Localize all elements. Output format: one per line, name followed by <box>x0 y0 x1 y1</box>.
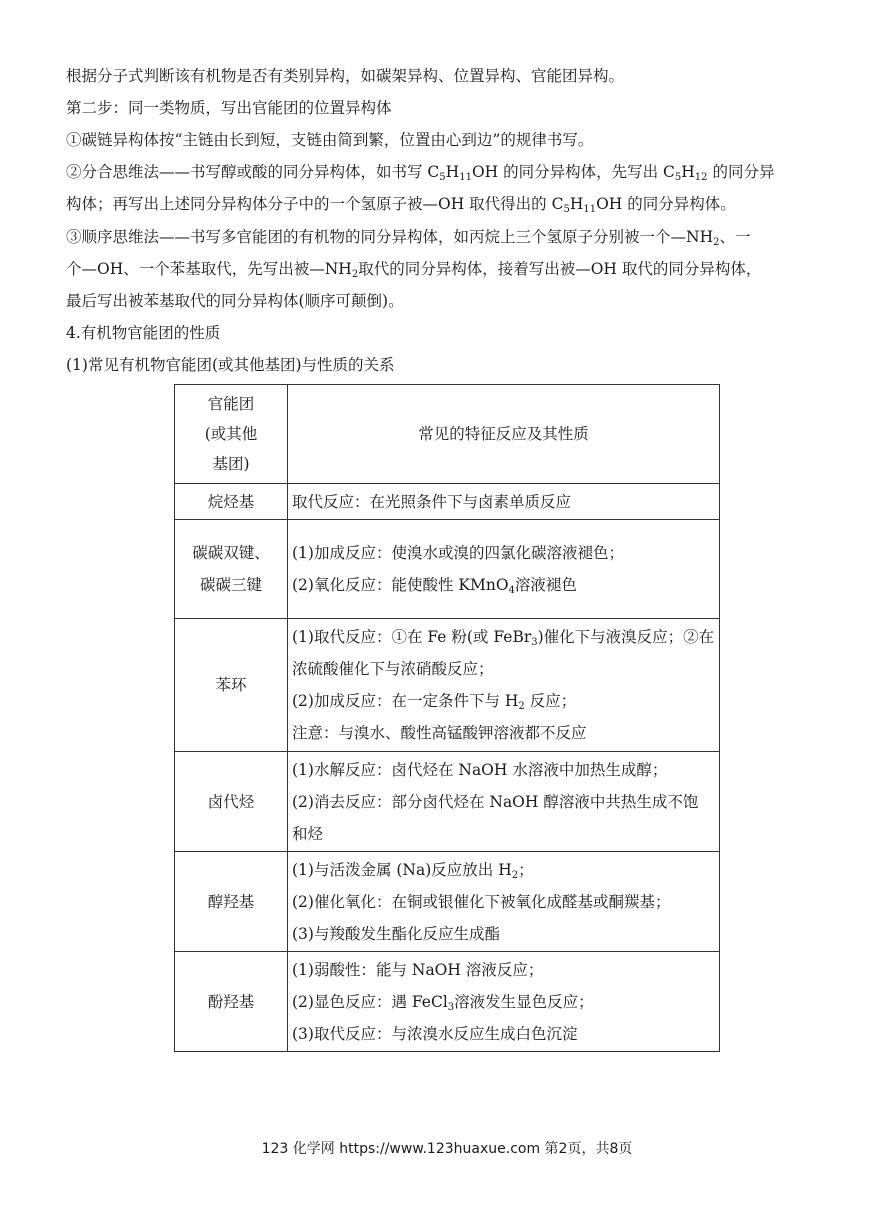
paragraph-2: 第二步：同一类物质，写出官能团的位置异构体 <box>66 99 392 117</box>
group-name: 醇羟基 <box>175 852 288 952</box>
properties-table <box>174 384 720 1052</box>
reaction-cell: (1)取代反应：①在 Fe 粉(或 FeBr$_3$)催化下与液溴反应；②在 浓硫酸催化下与浓硝酸反应； (2)加成反应：在一定条件下与 $H_2$ 反应； 注意：与溴水、酸性高锰酸钾溶液都不反应 <box>288 619 720 752</box>
page-footer: 123 化学网 https://www.123huaxue.com 第2页，共8页 <box>261 1141 633 1157</box>
group-name: 卤代烃 <box>175 752 288 852</box>
paragraph-8: 最后写出被苯基取代的同分异构体(顺序可颠倒)。 <box>66 292 404 310</box>
header-group-cell <box>175 385 288 484</box>
table-row <box>175 619 720 752</box>
table-caption: (1)常见有机物官能团(或其他基团)与性质的关系 <box>66 356 395 374</box>
table-row <box>175 752 720 852</box>
section-heading: 4.有机物官能团的性质 <box>66 324 221 342</box>
table-header-row <box>175 385 720 484</box>
reaction-cell: 取代反应：在光照条件下与卤素单质反应 <box>288 484 720 520</box>
table-row <box>175 852 720 952</box>
paragraph-1: 根据分子式判断该有机物是否有类别异构，如碳架异构、位置异构、官能团异构。 <box>66 67 625 85</box>
paragraph-6: ③顺序思维法——书写多官能团的有机物的同分异构体，如丙烷上三个氢原子分别被一个$—NH_2$、一 <box>66 228 751 248</box>
reaction-cell: (1)与活泼金属 (Na)反应放出 $H_2$； (2)催化氧化：在铜或银催化下被氧化成醛基或酮羰基； (3)与羧酸发生酯化反应生成酯 <box>288 852 720 952</box>
header-reaction-cell: 常见的特征反应及其性质 <box>288 385 720 484</box>
group-name: 烷烃基 <box>175 484 288 520</box>
reaction-cell: (1)水解反应：卤代烃在 NaOH 水溶液中加热生成醇； (2)消去反应：部分卤代烃在 NaOH 醇溶液中共热生成不饱 和烃 <box>288 752 720 852</box>
group-name: 酚羟基 <box>175 952 288 1052</box>
table-row <box>175 520 720 619</box>
group-name: 苯环 <box>175 619 288 752</box>
group-name: 碳碳双键、 碳碳三键 <box>175 520 288 619</box>
paragraph-7: 个—OH、一个苯基取代，先写出被$—NH_2$取代的同分异构体，接着写出被—OH 取代的同分异构体， <box>66 260 762 280</box>
header-group-line: (或其他 <box>204 425 258 443</box>
reaction-cell: (1)加成反应：使溴水或溴的四氯化碳溶液褪色； (2)氧化反应：能使酸性 KMnO$_4$溶液褪色 <box>288 520 720 619</box>
table-row <box>175 484 720 520</box>
reaction-cell: (1)弱酸性：能与 NaOH 溶液反应； (2)显色反应：遇 FeCl$_3$溶液发生显色反应； (3)取代反应：与浓溴水反应生成白色沉淀 <box>288 952 720 1052</box>
paragraph-5: 构体；再写出上述同分异构体分子中的一个氢原子被—OH 取代得出的 $C_5H_{11}OH$ 的同分异构体。 <box>66 195 736 215</box>
table-row <box>175 952 720 1052</box>
header-group-line: 基团) <box>212 455 250 473</box>
header-group-line: 官能团 <box>207 395 255 413</box>
paragraph-4: ②分合思维法——书写醇或酸的同分异构体，如书写 $C_5H_{11}OH$ 的同分异构体，先写出 $C_5H_{12}$ 的同分异 <box>66 163 775 183</box>
paragraph-3: ①碳链异构体按“主链由长到短，支链由简到繁，位置由心到边”的规律书写。 <box>66 131 594 149</box>
